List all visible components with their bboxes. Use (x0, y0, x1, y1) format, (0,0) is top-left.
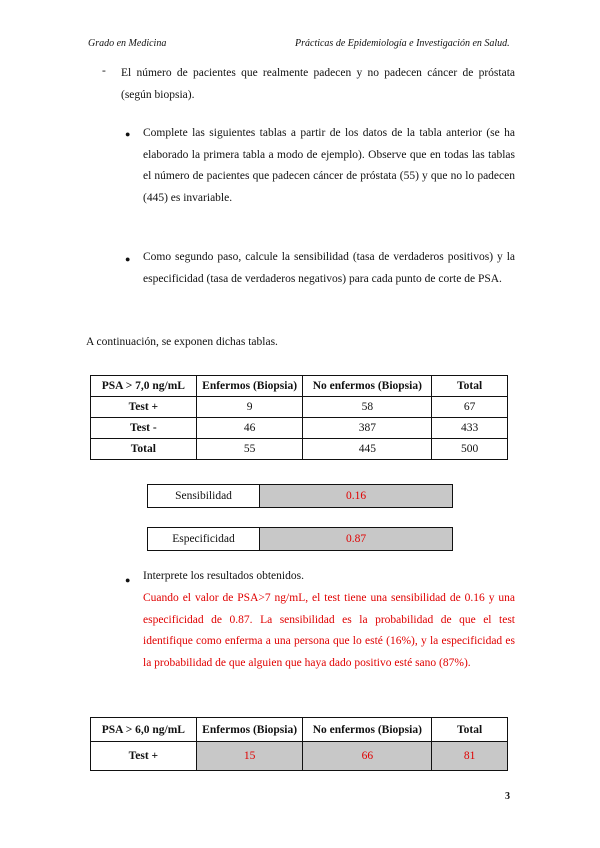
table-header-cell: Total (432, 376, 508, 397)
table-cell: 387 (303, 418, 432, 439)
interpret-prompt: Interprete los resultados obtenidos. (143, 570, 304, 582)
table-header-row (91, 718, 508, 742)
row-label: Test + (91, 397, 197, 418)
intro-item-text: El número de pacientes que realmente padecen y no padecen cáncer de próstata (según biopsia). (121, 67, 515, 101)
dash-marker: - (102, 65, 106, 77)
table-cell: 445 (303, 439, 432, 460)
tables-intro: A continuación, se exponen dichas tablas. (86, 336, 278, 348)
table-cell: 67 (432, 397, 508, 418)
header-left: Grado en Medicina (88, 38, 167, 49)
bullet-dot-icon: ● (125, 129, 131, 139)
especificidad-value[interactable]: 0.87 (260, 528, 452, 550)
table-header-cell: Enfermos (Biopsia) (196, 376, 303, 397)
header-right: Prácticas de Epidemiología e Investigación en Salud. (295, 38, 510, 49)
table-cell: 433 (432, 418, 508, 439)
table-cell: 9 (196, 397, 303, 418)
sensibilidad-box (147, 484, 453, 508)
table-cell: 500 (432, 439, 508, 460)
sensibilidad-value[interactable]: 0.16 (260, 485, 452, 507)
table-cell: 58 (303, 397, 432, 418)
table-header-cell: Total (432, 718, 508, 742)
bullet-dot-icon: ● (125, 575, 131, 585)
table-row (91, 418, 508, 439)
table-header-cell: No enfermos (Biopsia) (303, 376, 432, 397)
table-cell: 55 (196, 439, 303, 460)
row-label: Total (91, 439, 197, 460)
table-header-cell: Enfermos (Biopsia) (196, 718, 303, 742)
psa-7-table (90, 375, 508, 460)
interpret-answer: Cuando el valor de PSA>7 ng/mL, el test tiene una sensibilidad de 0.16 y una especificidad de 0.87. La sensibilidad es la probabilidad de que el test identifique como enferma a una persona que lo esté (16%), y la especificidad es la probabilidad de que alguien que haya dado positivo esté sano (87%). (143, 592, 515, 669)
table-row (91, 439, 508, 460)
row-label: Test - (91, 418, 197, 439)
bullet-1-text: Complete las siguientes tablas a partir de los datos de la tabla anterior (se ha elaborado la primera tabla a modo de ejemplo). Observe que en todas las tablas el número de pacientes que padecen cáncer de próstata (55) y que no lo padecen (445) es invariable. (143, 127, 515, 204)
table-header-row (91, 376, 508, 397)
table-header-cell: PSA > 6,0 ng/mL (91, 718, 197, 742)
table-header-cell: PSA > 7,0 ng/mL (91, 376, 197, 397)
especificidad-label: Especificidad (148, 528, 260, 550)
table-cell[interactable]: 66 (303, 742, 432, 771)
bullet-2-text: Como segundo paso, calcule la sensibilidad (tasa de verdaderos positivos) y la especificidad (tasa de verdaderos negativos) para cada punto de corte de PSA. (143, 251, 515, 285)
psa-6-table (90, 717, 508, 771)
table-row (91, 397, 508, 418)
table-cell[interactable]: 15 (196, 742, 303, 771)
row-label: Test + (91, 742, 197, 771)
especificidad-box (147, 527, 453, 551)
table-cell[interactable]: 81 (432, 742, 508, 771)
bullet-dot-icon: ● (125, 254, 131, 264)
page-number: 3 (505, 791, 510, 802)
table-header-cell: No enfermos (Biopsia) (303, 718, 432, 742)
sensibilidad-label: Sensibilidad (148, 485, 260, 507)
table-cell: 46 (196, 418, 303, 439)
table-row (91, 742, 508, 771)
